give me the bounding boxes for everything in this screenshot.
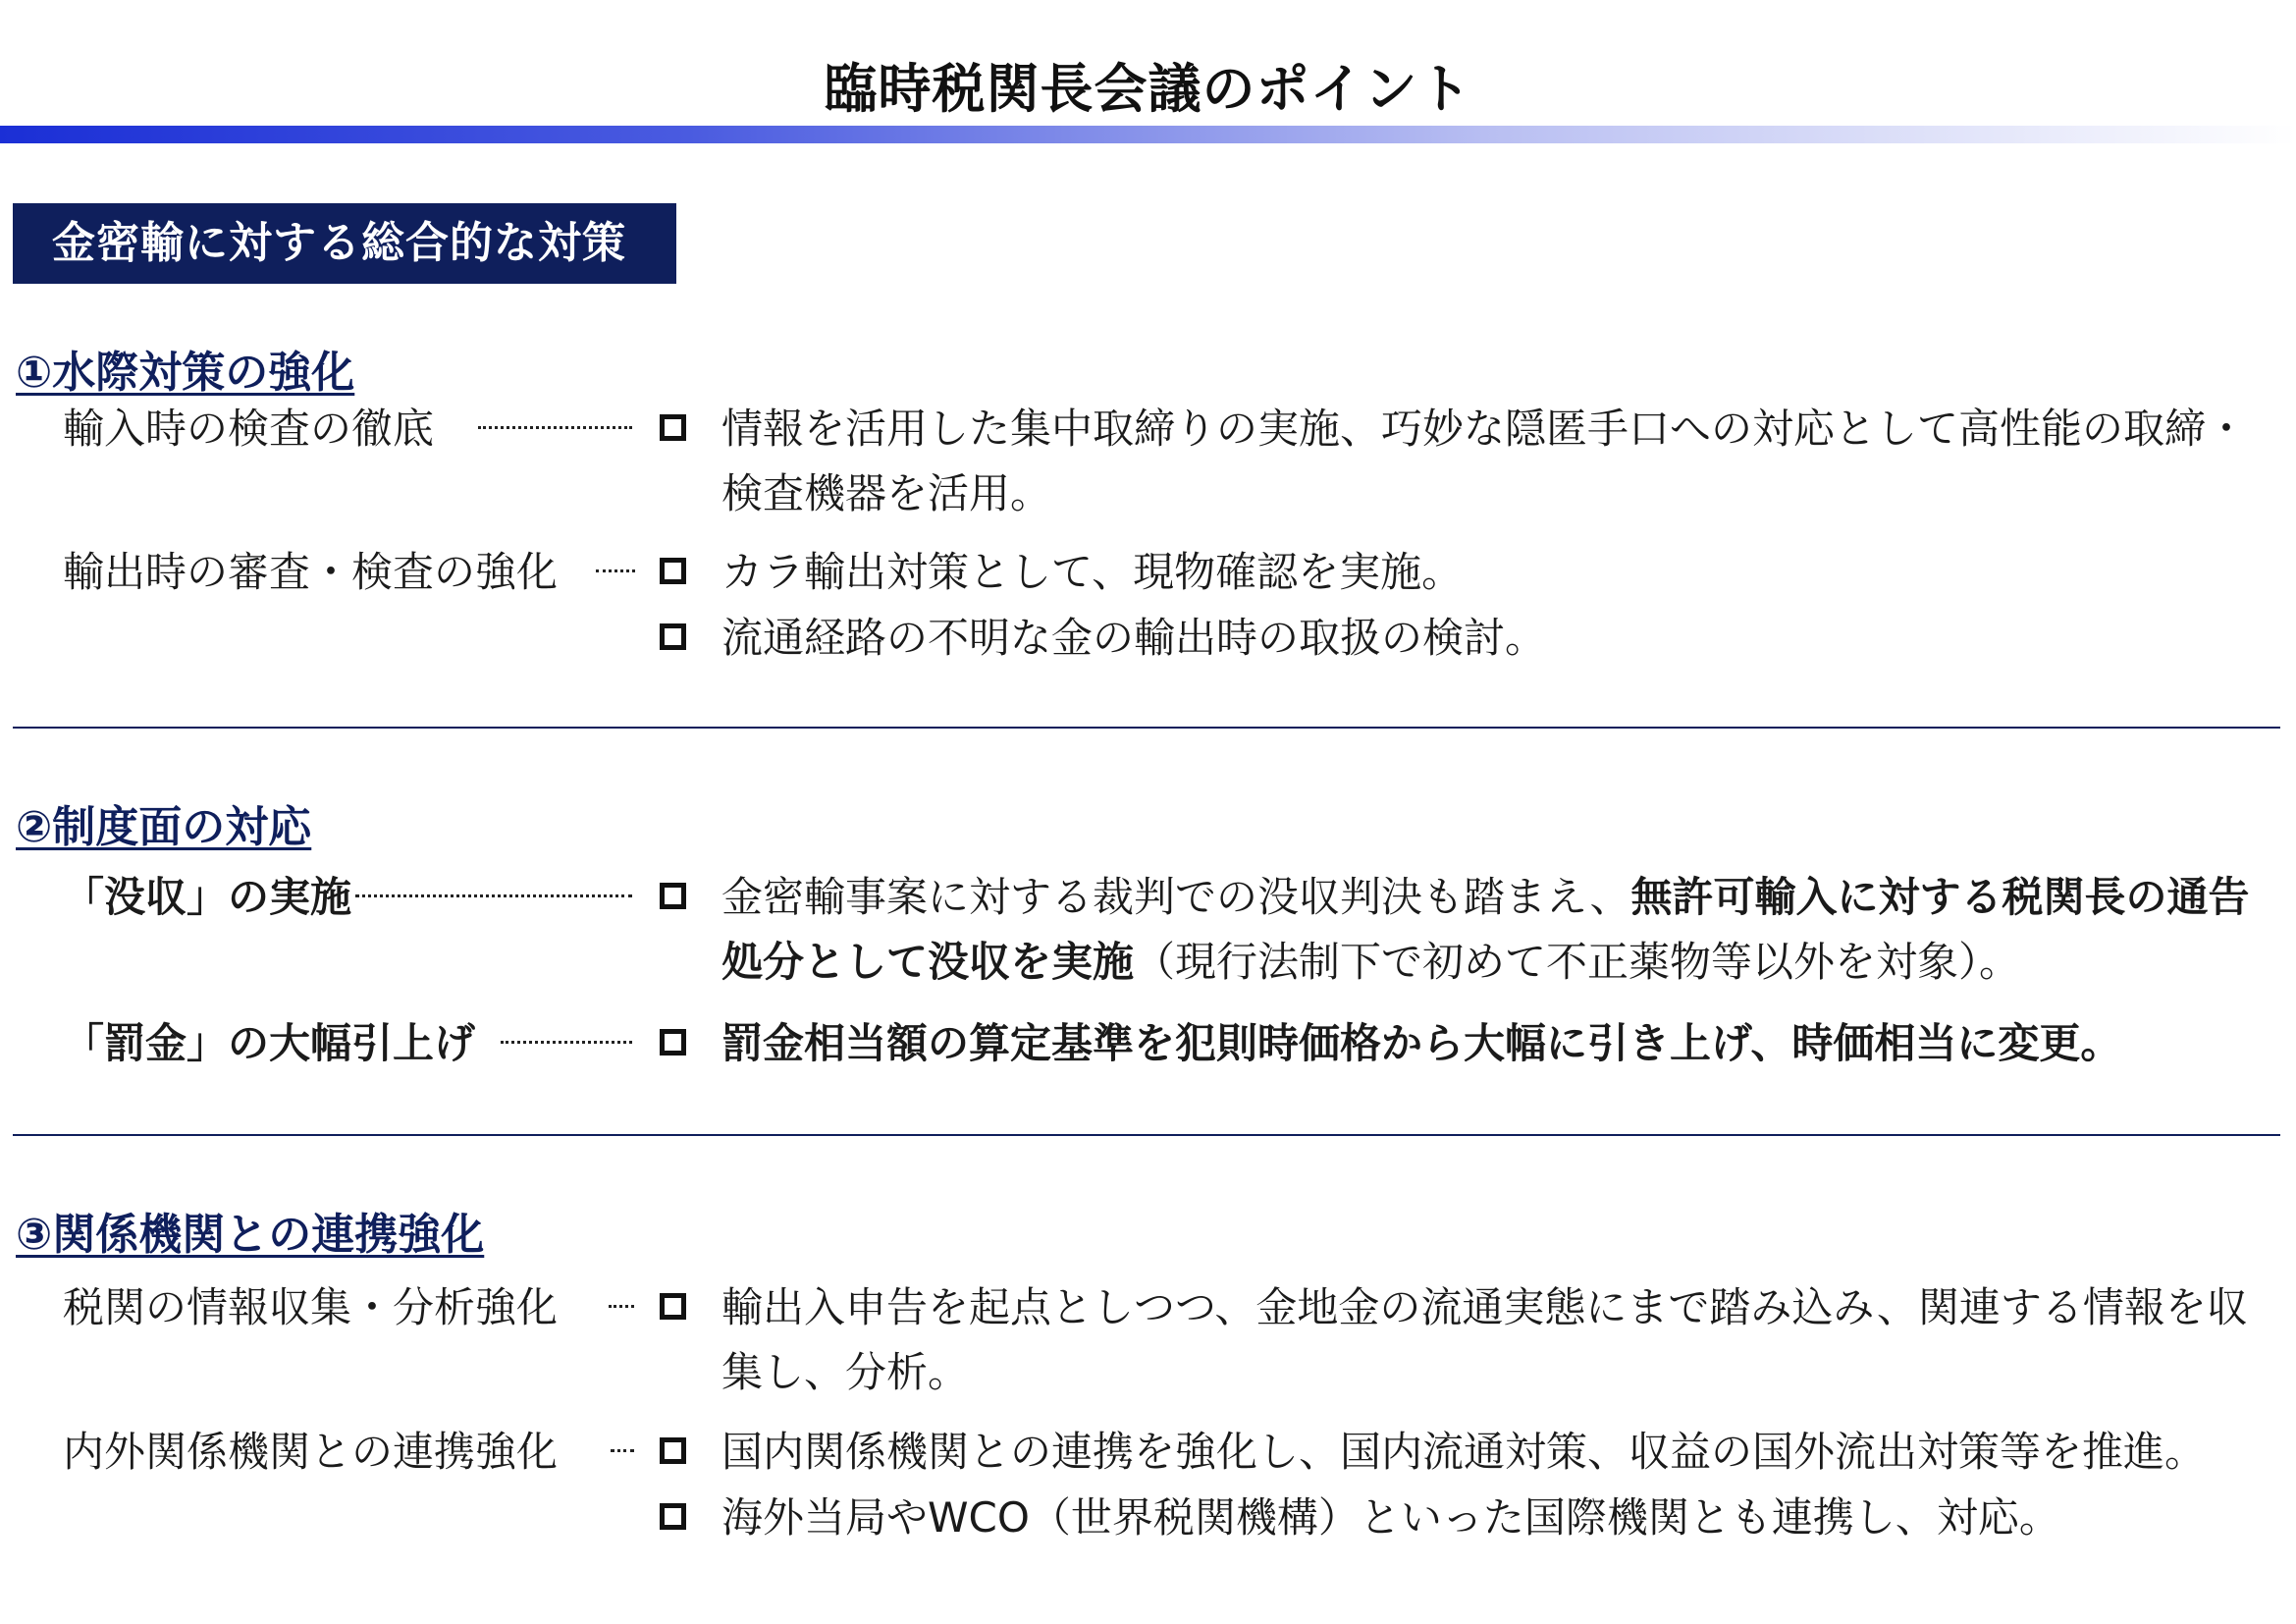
item-text: 国内関係機関との連携を強化し、国内流通対策、収益の国外流出対策等を推進。 bbox=[721, 1428, 2207, 1476]
item-text: 金密輸事案に対する裁判での没収判決も踏まえ、無許可輸入に対する税関長の通告処分として没収を実施（現行法制下で初めて不正薬物等以外を対象）。 bbox=[721, 873, 2250, 986]
item-text: 流通経路の不明な金の輸出時の取扱の検討。 bbox=[721, 614, 1547, 662]
row-label-import-inspection: 輸入時の検査の徹底 bbox=[63, 405, 435, 453]
checkbox-icon bbox=[660, 1293, 686, 1320]
leader-line bbox=[611, 1449, 634, 1452]
item-text: 情報を活用した集中取締りの実施、巧妙な隠匿手口への対応として高性能の取締・検査機器を活用。 bbox=[721, 405, 2248, 517]
row-label-export-inspection: 輸出時の審査・検査の強化 bbox=[63, 548, 559, 596]
checkbox-icon bbox=[660, 623, 686, 650]
section-banner: 金密輸に対する総合的な対策 bbox=[13, 203, 676, 284]
row-label-agency-cooperation: 内外関係機関との連携強化 bbox=[63, 1428, 559, 1476]
row-label-fine-increase: 「罰金」の大幅引上げ bbox=[63, 1019, 476, 1067]
row-label-confiscation: 「没収」の実施 bbox=[63, 873, 352, 921]
section-heading-1: ①水際対策の強化 bbox=[16, 348, 355, 398]
item-text: 輸出入申告を起点としつつ、金地金の流通実態にまで踏み込み、関連する情報を収集し、分析。 bbox=[721, 1283, 2248, 1396]
checkbox-icon bbox=[660, 883, 686, 909]
page-title: 臨時税関長会議のポイント bbox=[824, 58, 1472, 120]
leader-line bbox=[609, 1305, 634, 1308]
checkbox-icon bbox=[660, 1437, 686, 1464]
item-text: 海外当局やWCO（世界税関機構）といった国際機関とも連携し、対応。 bbox=[721, 1493, 2060, 1542]
title-gradient-bar bbox=[0, 126, 2296, 143]
checkbox-icon bbox=[660, 558, 686, 584]
leader-line bbox=[355, 894, 632, 897]
row-label-info-analysis: 税関の情報収集・分析強化 bbox=[63, 1283, 559, 1331]
section-heading-3: ③関係機関との連携強化 bbox=[16, 1210, 485, 1260]
leader-line bbox=[596, 569, 635, 572]
section-divider bbox=[13, 727, 2280, 729]
leader-line bbox=[478, 426, 632, 429]
checkbox-icon bbox=[660, 1029, 686, 1056]
item-text: 罰金相当額の算定基準を犯則時価格から大幅に引き上げ、時価相当に変更。 bbox=[721, 1019, 2122, 1067]
leader-line bbox=[501, 1041, 632, 1044]
section-heading-2: ②制度面の対応 bbox=[16, 802, 312, 852]
checkbox-icon bbox=[660, 414, 686, 441]
checkbox-icon bbox=[660, 1503, 686, 1530]
item-text: カラ輸出対策として、現物確認を実施。 bbox=[721, 548, 1464, 596]
section-divider bbox=[13, 1134, 2280, 1136]
